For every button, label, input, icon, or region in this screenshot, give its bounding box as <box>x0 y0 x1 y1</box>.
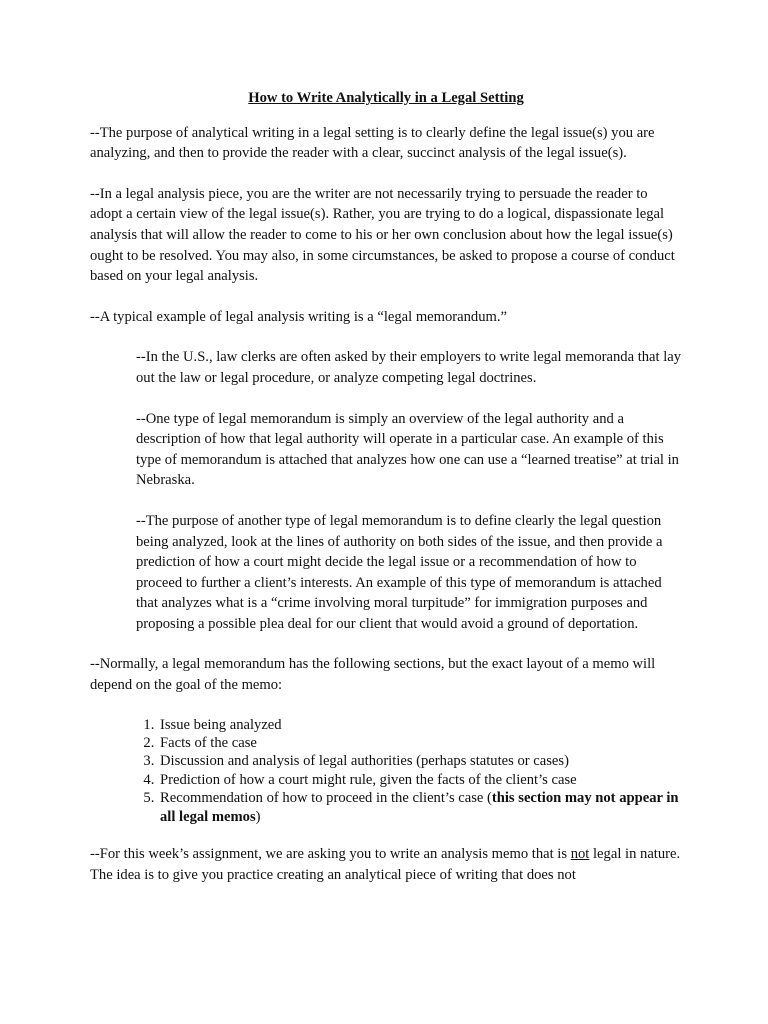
subparagraph-law-clerks: --In the U.S., law clerks are often asked by their employers to write legal memoranda that lay out the law or legal procedure, or analyze competing legal doctrines. <box>136 349 682 386</box>
paragraph-assignment <box>90 844 682 885</box>
paragraph-analysis-piece: --In a legal analysis piece, you are the writer are not necessarily trying to persuade the reader to adopt a certain view of the legal issue(s). Rather, you are trying to do a logical, dispassionate legal analysis that will allow the reader to come to his or her own conclusion about how the legal issue(s) ought to be resolved. You may also, in some circumstances, be asked to propose a course of conduct based on your legal analysis. <box>90 185 675 285</box>
assignment-text-start: --For this week’s assignment, we are asking you to write an analysis memo that is <box>90 846 571 863</box>
list-item: 2. Facts of the case <box>158 734 682 752</box>
list-item-close: ) <box>255 808 261 825</box>
list-item: 4. Prediction of how a court might rule, given the facts of the client’s case <box>158 771 682 789</box>
subparagraph-prediction-memo: --The purpose of another type of legal memorandum is to define clearly the legal question being analyzed, look at the lines of authority on both sides of the issue, and then provide a prediction of how a court might decide the legal issue or a recommendation of how to proceed to further a client’s interests. An example of this type of memorandum is attached that analyzes what is a “crime involving moral turpitude” for immigration purposes and proposing a possible plea deal for our client that would avoid a ground of deportation. <box>136 512 663 632</box>
document-title: How to Write Analytically in a Legal Setting <box>248 90 524 106</box>
document-page <box>90 88 682 905</box>
list-item: 3. Discussion and analysis of legal authorities (perhaps statutes or cases) <box>158 752 682 770</box>
memo-sections-list <box>90 716 682 826</box>
list-item: 1. Issue being analyzed <box>158 716 682 734</box>
list-item-bold-note: this section may not appear in all legal memos <box>160 790 679 825</box>
assignment-underlined-word: not <box>570 846 590 863</box>
paragraph-memo-sections: --Normally, a legal memorandum has the following sections, but the exact layout of a memo will depend on the goal of the memo: <box>90 656 656 694</box>
paragraph-typical-example: --A typical example of legal analysis writing is a “legal memorandum.” <box>90 308 508 325</box>
list-item <box>158 789 682 826</box>
subparagraph-overview-memo: --One type of legal memorandum is simply an overview of the legal authority and a description of how that legal authority will operate in a particular case. An example of this type of memorandum is attached that analyzes how one can use a “learned treatise” at trial in Nebraska. <box>136 410 679 489</box>
paragraph-purpose: --The purpose of analytical writing in a legal setting is to clearly define the legal issue(s) you are analyzing, and then to provide the reader with a clear, succinct analysis of the legal issue(s). <box>90 124 655 162</box>
list-item-text: Recommendation of how to proceed in the client’s case ( <box>160 790 492 807</box>
assignment-text-end: legal in nature. The idea is to give you practice creating an analytical piece of writing that does not <box>90 846 681 883</box>
